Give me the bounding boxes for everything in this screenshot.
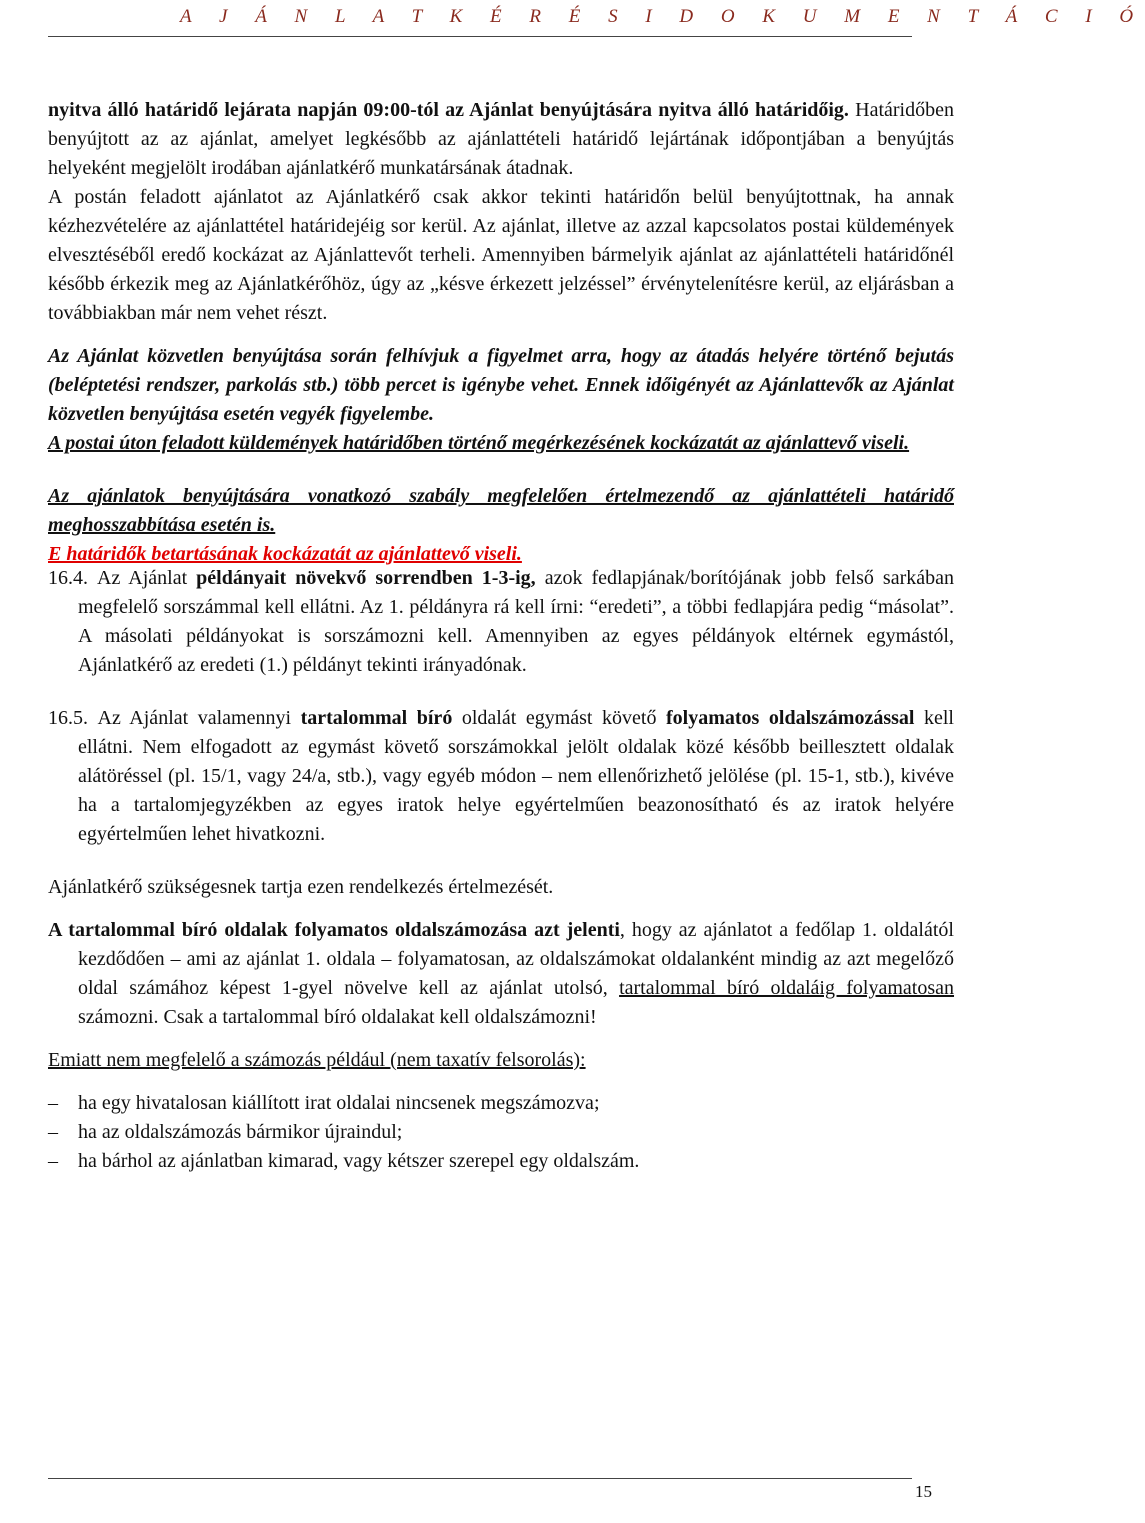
- page-content: [48, 96, 954, 1176]
- list-item: – ha az oldalszámozás bármikor újraindul;: [48, 1118, 954, 1147]
- examples-heading: Emiatt nem megfelelő a számozás például (nem taxatív felsorolás):: [48, 1049, 586, 1071]
- list-item: – ha egy hivatalosan kiállított irat oldalai nincsenek megszámozva;: [48, 1089, 954, 1118]
- running-header: A J Á N L A T K É R É S I D O K U M E N T Á C I Ó: [180, 6, 1145, 27]
- header-rule: [48, 36, 912, 37]
- footer-rule: [48, 1478, 912, 1479]
- page-number: 15: [915, 1482, 932, 1501]
- numbering-definition: A tartalommal bíró oldalak folyamatos oldalszámozása azt jelenti, hogy az ajánlatot a fedőlap 1. oldalától kezdődően – ami az ajánlat 1. oldala – folyamatosan, az oldalszámokat oldalanként mindig az azt megelőző oldal számához képest 1-gyel növelve kell az ajánlat utolsó, tartalommal bíró oldaláig folyamatosan számozni. Csak a tartalommal bíró oldalakat kell oldalszámozni!: [48, 919, 955, 1028]
- section-16-5-number: 16.5.: [48, 707, 88, 729]
- examples-list: [48, 1089, 954, 1176]
- interpretation-note: Ajánlatkérő szükségesnek tartja ezen rendelkezés értelmezését.: [48, 876, 554, 898]
- list-item: – ha bárhol az ajánlatban kimarad, vagy kétszer szerepel egy oldalszám.: [48, 1147, 954, 1176]
- section-16-4-number: 16.4.: [48, 567, 88, 589]
- section-16-5-text: 16.5. Az Ajánlat valamennyi tartalommal bíró oldalát egymást követő folyamatos oldalszámozással kell ellátni. Nem elfogadott az egymást követő sorszámokkal jelölt oldalak közé később beillesztett oldalak alátöréssel (pl. 15/1, vagy 24/a, stb.), vagy egyéb módon – nem ellenőrizhető jelölése (pl. 15-1, stb.), kivéve ha a tartalomjegyzékben az egyes iratok helye egyértelműen beazonosítható és az iratok helyére egyértelműen lehet hivatkozni.: [48, 707, 954, 845]
- dash-icon: –: [48, 1150, 58, 1172]
- deadline-risk-warning: E határidők betartásának kockázatát az ajánlattevő viseli.: [48, 543, 522, 565]
- dash-icon: –: [48, 1121, 58, 1143]
- dash-icon: –: [48, 1092, 58, 1114]
- deadline-rest: Határidőben benyújtott az az ajánlat, amelyet legkésőbb az ajánlattételi határidő lejártának időpontjában a benyújtás helyeként megjelölt irodában ajánlatkérő munkatársának átadnak.: [48, 99, 954, 179]
- deadline-bold: nyitva álló határidő lejárata napján 09:00-tól az Ajánlat benyújtására nyitva álló határidőig.: [48, 99, 849, 121]
- direct-submission-note: Az Ajánlat közvetlen benyújtása során felhívjuk a figyelmet arra, hogy az átadás helyére történő bejutás (beléptetési rendszer, parkolás stb.) több percet is igénybe vehet. Ennek időigényét az Ajánlattevők az Ajánlat közvetlen benyújtása esetén vegyék figyelembe.: [48, 345, 954, 425]
- deadline-paragraph: [48, 96, 954, 183]
- postal-risk-note: A postai úton feladott küldemények határidőben történő megérkezésének kockázatát az ajánlattevő viseli.: [48, 432, 910, 454]
- deadline-extension-rule: Az ajánlatok benyújtására vonatkozó szabály megfelelően értelmezendő az ajánlattételi határidő meghosszabbítása esetén is.: [48, 485, 954, 536]
- postal-paragraph: A postán feladott ajánlatot az Ajánlatkérő csak akkor tekinti határidőn belül benyújtottnak, ha annak kézhezvételére az ajánlattétel határidejéig sor kerül. Az ajánlat, illetve az azzal kapcsolatos postai küldemények elvesztéséből eredő kockázat az Ajánlattevőt terheli. Amennyiben bármelyik ajánlat az ajánlattételi határidőnél később érkezik meg az Ajánlatkérőhöz, úgy az „késve érkezett jelzéssel” érvénytelenítésre kerül, az eljárásban a továbbiakban már nem vehet részt.: [48, 186, 954, 324]
- section-16-4-text: 16.4. Az Ajánlat példányait növekvő sorrendben 1-3-ig, azok fedlapjának/borítójának jobb felső sarkában megfelelő sorszámmal kell ellátni. Az 1. példányra rá kell írni: “eredeti”, a többi fedlapjára pedig “másolat”. A másolati példányokat is sorszámozni kell. Amennyiben az egyes példányok eltérnek egymástól, Ajánlatkérő az eredeti (1.) példányt tekinti irányadónak.: [48, 567, 954, 676]
